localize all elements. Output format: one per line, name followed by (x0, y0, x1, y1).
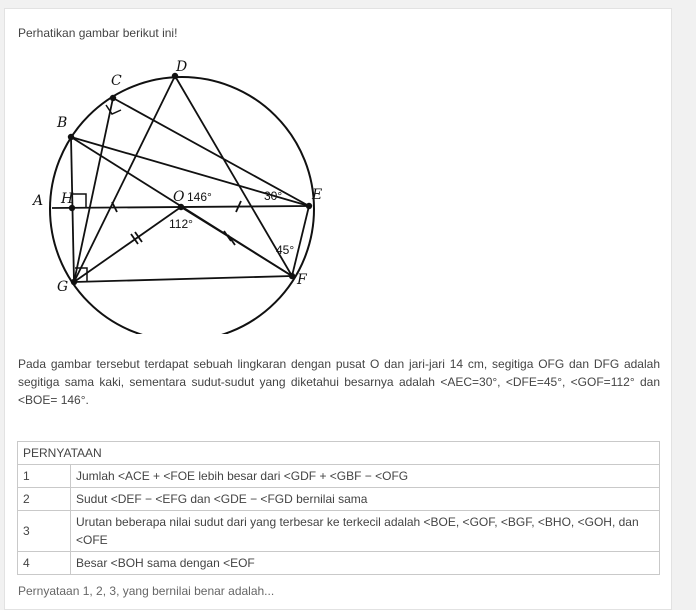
row-number: 4 (18, 552, 71, 575)
label-d: D (176, 59, 188, 75)
angle-label-aec: 30° (264, 189, 283, 203)
figure-lines (52, 76, 309, 282)
label-b: B (57, 115, 68, 131)
angle-label-gof: 112° (169, 217, 193, 231)
question-card (4, 8, 672, 610)
table-row (18, 465, 660, 488)
statements-table (17, 441, 660, 575)
question-footer-cut: Pernyataan 1, 2, 3, yang bernilai benar adalah... (18, 584, 275, 598)
intro-text: Perhatikan gambar berikut ini! (18, 26, 178, 40)
row-statement: Jumlah <ACE + <FOE lebih besar dari <GDF + <GBF − <OFG (71, 465, 660, 488)
angle-label-boe: 146° (187, 190, 212, 204)
row-number: 3 (18, 511, 71, 552)
label-e: E (312, 187, 323, 203)
label-g: G (57, 279, 69, 295)
row-number: 1 (18, 465, 71, 488)
label-c: C (111, 73, 122, 89)
row-statement: Besar <BOH sama dengan <EOF (71, 552, 660, 575)
label-f: F (297, 272, 307, 288)
row-statement: Urutan beberapa nilai sudut dari yang terbesar ke terkecil adalah <BOE, <GOF, <BGF, <BHO, <GOH, dan <OFE (71, 511, 660, 552)
label-a: A (33, 193, 44, 209)
circle-geometry-figure (25, 54, 325, 334)
row-statement: Sudut <DEF − <EFG dan <GDE − <FGD bernilai sama (71, 488, 660, 511)
table-row (18, 511, 660, 552)
table-header: PERNYATAAN (18, 442, 660, 465)
row-number: 2 (18, 488, 71, 511)
label-o: O (173, 189, 185, 205)
table-row (18, 488, 660, 511)
table-row (18, 552, 660, 575)
problem-description: Pada gambar tersebut terdapat sebuah lingkaran dengan pusat O dan jari-jari 14 cm, segitiga OFG dan DFG adalah segitiga sama kaki, sementara sudut-sudut yang diketahui besarnya adalah <AEC=30°, <DFE=45°, <GOF=112° dan <BOE= 146°. (18, 357, 660, 407)
label-h: H (61, 191, 74, 207)
angle-label-dfe: 45° (276, 243, 295, 257)
